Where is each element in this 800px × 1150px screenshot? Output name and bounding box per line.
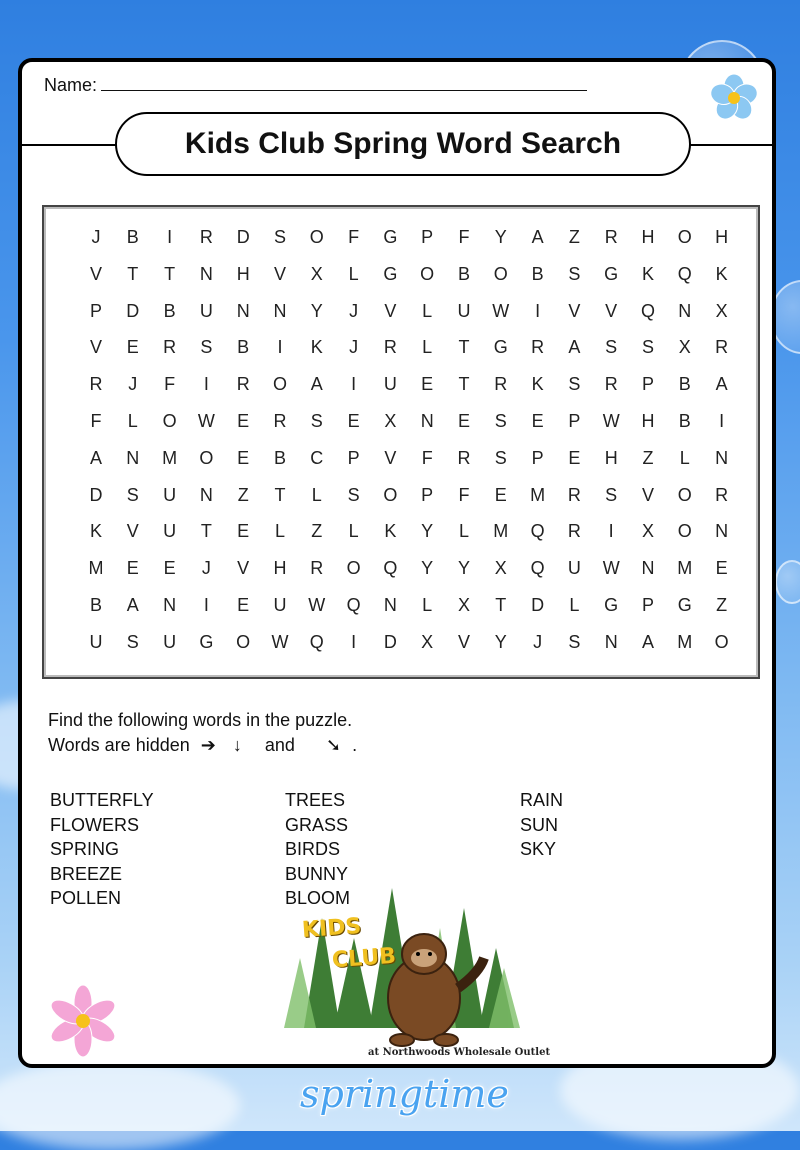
name-label: Name: — [44, 75, 98, 95]
grid-letter[interactable]: R — [310, 558, 324, 579]
word-list-item: BUTTERFLY — [50, 790, 154, 810]
grid-letter[interactable]: F — [458, 484, 470, 505]
grid-letter[interactable]: S — [494, 447, 507, 468]
grid-letter[interactable]: W — [492, 300, 510, 321]
logo-caption: at Northwoods Wholesale Outlet — [368, 1047, 551, 1058]
grid-letter[interactable]: O — [677, 521, 692, 542]
grid-letter[interactable]: R — [199, 227, 213, 247]
grid-letter[interactable]: O — [493, 263, 508, 284]
grid-letter[interactable]: E — [163, 558, 176, 579]
grid-letter[interactable]: X — [715, 300, 728, 321]
grid-letter[interactable]: P — [89, 300, 102, 321]
grid-letter[interactable]: V — [126, 521, 139, 542]
grid-letter[interactable]: R — [89, 374, 103, 395]
grid-letter[interactable]: N — [604, 631, 618, 652]
grid-letter[interactable]: U — [89, 631, 103, 652]
grid-letter[interactable]: Z — [311, 521, 323, 542]
grid-letter[interactable]: V — [89, 263, 102, 284]
word-list-item: BREEZE — [50, 863, 123, 884]
grid-letter[interactable]: Q — [640, 300, 655, 321]
grid-letter[interactable]: L — [569, 595, 580, 615]
grid-letter[interactable]: V — [89, 337, 102, 358]
grid-letter[interactable]: T — [458, 337, 470, 358]
grid-letter[interactable]: T — [164, 263, 176, 284]
grid-letter[interactable]: U — [273, 595, 287, 615]
grid-letter[interactable]: S — [605, 337, 618, 358]
logo-kids-text: KIDS — [301, 913, 363, 944]
grid-letter[interactable]: I — [203, 595, 209, 615]
period: . — [352, 735, 358, 755]
grid-letter[interactable]: O — [677, 227, 692, 247]
grid-letter[interactable]: U — [567, 558, 581, 579]
grid-letter[interactable]: E — [237, 447, 250, 468]
grid-letter[interactable]: Z — [642, 447, 654, 468]
grid-letter[interactable]: L — [348, 521, 359, 542]
grid-letter[interactable]: Y — [457, 558, 470, 579]
grid-letter[interactable]: Y — [494, 631, 507, 652]
arrow-right-icon: ➔ — [200, 735, 216, 755]
grid-letter[interactable]: R — [163, 337, 177, 358]
grid-letter[interactable]: P — [421, 227, 434, 247]
grid-letter[interactable]: N — [273, 300, 287, 321]
grid-letter[interactable]: R — [567, 521, 581, 542]
grid-letter[interactable]: S — [200, 337, 213, 358]
grid-letter[interactable]: L — [127, 411, 138, 431]
grid-letter[interactable]: G — [493, 337, 508, 358]
grid-letter[interactable]: L — [311, 484, 322, 505]
grid-letter[interactable]: H — [641, 227, 655, 247]
grid-letter[interactable]: V — [384, 300, 397, 321]
grid-letter[interactable]: K — [641, 263, 654, 284]
grid-letter[interactable]: Z — [716, 595, 728, 615]
grid-letter[interactable]: B — [457, 263, 470, 284]
grid-letter[interactable]: H — [715, 227, 729, 247]
grid-letter[interactable]: M — [530, 484, 546, 505]
name-line[interactable] — [101, 74, 587, 91]
grid-letter[interactable]: I — [351, 631, 357, 652]
grid-letter[interactable]: U — [457, 300, 471, 321]
grid-letter[interactable]: R — [604, 227, 618, 247]
worksheet — [18, 58, 776, 1068]
grid-letter[interactable]: U — [163, 521, 177, 542]
word-list-item: BUNNY — [285, 863, 349, 884]
grid-letter[interactable]: S — [641, 337, 654, 358]
grid-letter[interactable]: W — [602, 558, 620, 579]
grid-letter[interactable]: S — [568, 263, 581, 284]
grid-letter[interactable]: Q — [346, 595, 361, 615]
grid-letter[interactable]: N — [199, 484, 213, 505]
grid-letter[interactable]: N — [236, 300, 250, 321]
word-search-grid — [42, 205, 760, 679]
grid-letter[interactable]: B — [89, 595, 102, 615]
grid-letter[interactable]: X — [421, 631, 434, 652]
grid-letter[interactable]: S — [347, 484, 360, 505]
grid-letter[interactable]: U — [383, 374, 397, 395]
grid-letter[interactable]: P — [568, 411, 581, 431]
grid-letter[interactable]: V — [273, 263, 286, 284]
grid-letter[interactable]: D — [531, 595, 545, 615]
grid-letter[interactable]: O — [714, 631, 729, 652]
grid-letter[interactable]: E — [715, 558, 728, 579]
grid-letter[interactable]: M — [493, 521, 509, 542]
grid-letter[interactable]: J — [91, 227, 101, 247]
grid-letter[interactable]: X — [494, 558, 507, 579]
grid-letter[interactable]: E — [568, 447, 581, 468]
grid-letter[interactable]: I — [351, 374, 357, 395]
word-list-item: BLOOM — [285, 888, 351, 909]
instructions-prefix: Words are hidden — [48, 735, 190, 755]
grid-letter[interactable]: J — [349, 300, 359, 321]
name-field[interactable] — [44, 74, 587, 96]
grid-letter[interactable]: M — [677, 558, 693, 579]
grid-letter[interactable]: W — [602, 411, 620, 431]
grid-letter[interactable]: Q — [677, 263, 692, 284]
grid-letter[interactable]: B — [126, 227, 139, 247]
grid-letter[interactable]: S — [494, 411, 507, 431]
grid-letter[interactable]: C — [310, 447, 324, 468]
grid-letter[interactable]: A — [531, 227, 544, 247]
grid-letter[interactable]: V — [384, 447, 397, 468]
blue-flower-icon — [706, 70, 762, 126]
grid-letter[interactable]: A — [568, 337, 581, 358]
grid-letter[interactable]: U — [163, 631, 177, 652]
grid-letter[interactable]: P — [641, 374, 654, 395]
grid-letter[interactable]: H — [641, 411, 655, 431]
grid-letter[interactable]: T — [495, 595, 507, 615]
grid-letter[interactable]: A — [641, 631, 654, 652]
grid-letter[interactable]: H — [273, 558, 287, 579]
grid-letter[interactable]: Z — [568, 227, 580, 247]
forest-bigfoot-illustration — [274, 878, 524, 1048]
word-list-item: BIRDS — [285, 839, 341, 860]
grid-letter[interactable]: N — [126, 447, 140, 468]
kids-club-logo — [274, 878, 524, 1068]
grid-letter[interactable]: K — [715, 263, 728, 284]
grid-letter[interactable]: E — [237, 521, 250, 542]
grid-letter[interactable]: N — [383, 595, 397, 615]
grid-letter[interactable]: I — [608, 521, 614, 542]
grid-letter[interactable]: I — [277, 337, 283, 358]
grid-letter[interactable]: R — [531, 337, 545, 358]
grid-letter[interactable]: E — [421, 374, 434, 395]
grid-letter[interactable]: E — [237, 595, 250, 615]
grid-letter[interactable]: O — [236, 631, 251, 652]
word-list-item: RAIN — [520, 790, 564, 810]
grid-letter[interactable]: E — [494, 484, 507, 505]
grid-letter[interactable]: H — [604, 447, 618, 468]
grid-letter[interactable]: T — [458, 374, 470, 395]
grid-letter[interactable]: O — [162, 411, 177, 431]
grid-letter[interactable]: O — [677, 484, 692, 505]
grid-letter[interactable]: B — [678, 411, 691, 431]
grid-letter[interactable]: B — [531, 263, 544, 284]
grid-letter[interactable]: L — [422, 595, 433, 615]
grid-letter[interactable]: Y — [494, 227, 507, 247]
grid-letter[interactable]: L — [348, 263, 359, 284]
grid-letter[interactable]: W — [271, 631, 289, 652]
grid-letter[interactable]: N — [715, 447, 729, 468]
word-list-item: FLOWERS — [50, 814, 140, 835]
grid-letter[interactable]: O — [272, 374, 287, 395]
grid-letter[interactable]: B — [678, 374, 691, 395]
grid-letter[interactable]: D — [126, 300, 140, 321]
instructions-line-2 — [48, 733, 357, 758]
grid-letter[interactable]: X — [641, 521, 654, 542]
grid-letter[interactable]: R — [273, 411, 287, 431]
springtime-text: springtime — [300, 1072, 509, 1116]
grid-letter[interactable]: T — [274, 484, 286, 505]
grid-letter[interactable]: G — [383, 227, 398, 247]
grid-letter[interactable]: Y — [421, 558, 434, 579]
grid-letter[interactable]: F — [421, 447, 433, 468]
grid-letter[interactable]: O — [383, 484, 398, 505]
grid-letter[interactable]: N — [641, 558, 655, 579]
grid-letter[interactable]: V — [641, 484, 654, 505]
grid-letter[interactable]: F — [348, 227, 360, 247]
grid-letter[interactable]: R — [567, 484, 581, 505]
cloud — [0, 1060, 240, 1150]
grid-letter[interactable]: J — [201, 558, 211, 579]
grid-letter[interactable]: G — [604, 263, 619, 284]
grid-letter[interactable]: E — [457, 411, 470, 431]
grid-letter[interactable]: R — [457, 447, 471, 468]
grid-letter[interactable]: E — [531, 411, 544, 431]
arrow-diagonal-icon: ➘ — [325, 735, 342, 755]
grid-letter[interactable]: R — [494, 374, 508, 395]
grid-letter[interactable]: N — [199, 263, 213, 284]
grid-letter[interactable]: L — [422, 300, 433, 321]
grid-letter[interactable]: J — [533, 631, 543, 652]
grid-letter[interactable]: A — [715, 374, 728, 395]
grid-letter[interactable]: L — [422, 337, 433, 358]
instructions — [48, 708, 357, 758]
grid-letter[interactable]: J — [128, 374, 138, 395]
grid-letter[interactable]: Z — [237, 484, 249, 505]
grid-letter[interactable]: O — [420, 263, 435, 284]
grid-letter[interactable]: G — [383, 263, 398, 284]
grid-letter[interactable]: B — [237, 337, 250, 358]
grid-letter[interactable]: Q — [309, 631, 324, 652]
grid-letter[interactable]: D — [89, 484, 103, 505]
grid-letter[interactable]: X — [457, 595, 470, 615]
grid-letter[interactable]: U — [163, 484, 177, 505]
grid-letter[interactable]: B — [163, 300, 176, 321]
grid-letter[interactable]: Q — [530, 558, 545, 579]
grid-letter[interactable]: S — [126, 484, 139, 505]
grid-letter[interactable]: W — [308, 595, 326, 615]
instructions-line-1: Find the following words in the puzzle. — [48, 710, 353, 730]
grid-letter[interactable]: X — [384, 411, 397, 431]
grid-letter[interactable]: P — [347, 447, 360, 468]
grid-letter[interactable]: R — [715, 337, 729, 358]
grid-letter[interactable]: A — [126, 595, 139, 615]
grid-letter[interactable]: I — [167, 227, 173, 247]
grid-letter[interactable]: K — [310, 337, 323, 358]
logo-club-text: CLUB — [331, 943, 397, 974]
and-text: and — [264, 735, 295, 755]
grid-letter[interactable]: T — [200, 521, 212, 542]
grid-letter[interactable]: V — [605, 300, 618, 321]
grid-letter[interactable]: S — [273, 227, 286, 247]
grid-letter[interactable]: N — [163, 595, 177, 615]
grid-letter[interactable]: J — [349, 337, 359, 358]
grid-letter[interactable]: D — [383, 631, 397, 652]
grid-letter[interactable]: F — [458, 227, 470, 247]
word-list-column-1 — [50, 788, 154, 911]
grid-letter[interactable]: B — [273, 447, 286, 468]
grid-letter[interactable]: X — [678, 337, 691, 358]
grid-letter[interactable]: S — [568, 631, 581, 652]
grid-letter[interactable]: K — [531, 374, 544, 395]
grid-letter[interactable]: V — [457, 631, 470, 652]
grid-letter[interactable]: M — [88, 558, 104, 579]
grid-letter[interactable]: W — [197, 411, 215, 431]
grid-letter[interactable]: D — [236, 227, 250, 247]
grid-letter[interactable]: N — [420, 411, 434, 431]
grid-letter[interactable]: V — [237, 558, 250, 579]
grid-letter[interactable]: N — [678, 300, 692, 321]
grid-letter[interactable]: R — [604, 374, 618, 395]
grid-letter[interactable]: S — [605, 484, 618, 505]
grid-letter[interactable]: R — [383, 337, 397, 358]
word-list-item: POLLEN — [50, 888, 122, 909]
grid-letter[interactable]: S — [568, 374, 581, 395]
grid-letter[interactable]: X — [310, 263, 323, 284]
grid-letter[interactable]: R — [236, 374, 250, 395]
word-list-item: GRASS — [285, 814, 349, 835]
grid-letter[interactable]: M — [162, 447, 178, 468]
grid-letter[interactable]: F — [90, 411, 102, 431]
pink-flower-icon — [44, 982, 122, 1060]
grid-letter[interactable]: F — [164, 374, 176, 395]
grid-letter[interactable]: G — [604, 595, 619, 615]
grid-letter[interactable]: I — [719, 411, 725, 431]
grid-letter[interactable]: Y — [310, 300, 323, 321]
grid-letter[interactable]: L — [458, 521, 469, 542]
grid-letter[interactable]: P — [641, 595, 654, 615]
word-list-item: SPRING — [50, 839, 120, 860]
grid-letter[interactable]: Q — [530, 521, 545, 542]
grid-letter[interactable]: L — [274, 521, 285, 542]
grid-letter[interactable]: E — [347, 411, 360, 431]
grid-letter[interactable]: V — [568, 300, 581, 321]
grid-letter[interactable]: S — [126, 631, 139, 652]
grid-letter[interactable]: T — [127, 263, 139, 284]
grid-letter[interactable]: E — [126, 337, 139, 358]
grid-letter[interactable]: E — [237, 411, 250, 431]
grid-letter[interactable]: P — [421, 484, 434, 505]
grid-letter[interactable]: R — [715, 484, 729, 505]
grid-letter[interactable]: O — [199, 447, 214, 468]
grid-letter[interactable]: N — [715, 521, 729, 542]
grid-letter[interactable]: A — [310, 374, 323, 395]
grid-letter[interactable]: H — [236, 263, 250, 284]
grid-letter[interactable]: U — [199, 300, 213, 321]
grid-letter[interactable]: G — [677, 595, 692, 615]
grid-letter[interactable]: I — [203, 374, 209, 395]
word-list-column-3 — [520, 788, 563, 862]
bubble — [775, 560, 800, 604]
grid-letter[interactable]: I — [535, 300, 541, 321]
arrow-down-icon: ↓ — [232, 735, 242, 755]
grid-letter[interactable]: Q — [383, 558, 398, 579]
grid-letter[interactable]: E — [126, 558, 139, 579]
word-list-item: SUN — [520, 814, 559, 835]
grid-letter[interactable]: A — [89, 447, 102, 468]
page-title: Kids Club Spring Word Search — [115, 112, 691, 176]
grid-letter[interactable]: S — [310, 411, 323, 431]
grid-letter[interactable]: O — [346, 558, 361, 579]
grid-letter[interactable]: L — [679, 447, 690, 468]
word-list-item: SKY — [520, 839, 557, 860]
grid-letter[interactable]: O — [309, 227, 324, 247]
grid-letter[interactable]: G — [199, 631, 214, 652]
grid-letter[interactable]: M — [677, 631, 693, 652]
grid-letter[interactable]: Y — [421, 521, 434, 542]
grid-letter[interactable]: K — [384, 521, 397, 542]
grid-letter[interactable]: P — [531, 447, 544, 468]
word-list-item: TREES — [285, 790, 346, 810]
grid-letter[interactable]: K — [89, 521, 102, 542]
